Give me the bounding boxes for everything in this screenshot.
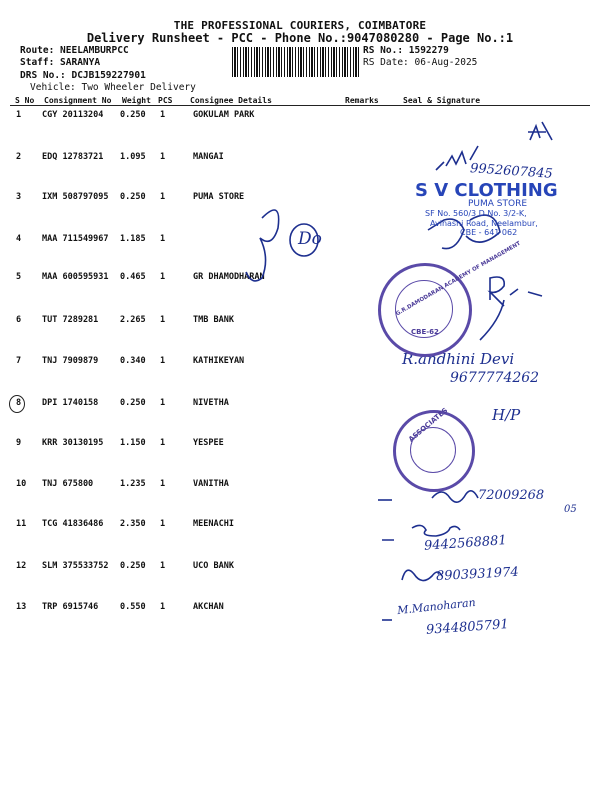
row-sno: 13 — [16, 602, 27, 612]
row-consignee: TMB BANK — [193, 315, 234, 325]
row-sno: 5 — [16, 272, 22, 282]
col-sno: S No — [15, 96, 35, 105]
row-sno: 3 — [16, 192, 22, 202]
row-pcs: 1 — [160, 192, 166, 202]
row-sno: 12 — [16, 561, 27, 571]
row-consignee: UCO BANK — [193, 561, 234, 571]
academy-stamp-text: G.R.DAMODARAN ACADEMY OF MANAGEMENT — [395, 240, 522, 318]
row12-phone: 8903931974 — [435, 564, 520, 585]
row-pcs: 1 — [160, 479, 166, 489]
signature-scribble — [432, 491, 478, 502]
row-consignee: VANITHA — [193, 479, 229, 489]
row-consignee: PUMA STORE — [193, 192, 245, 202]
col-weight: Weight — [122, 96, 151, 105]
row-sno: 6 — [16, 315, 22, 325]
row-weight: 1.095 — [120, 152, 146, 162]
row-sno: 2 — [16, 152, 22, 162]
vehicle-label: Vehicle: Two Wheeler Delivery — [30, 82, 196, 93]
runsheet-subtitle: Delivery Runsheet - PCC - Phone No.:9047080280 - Page No.:1 — [86, 31, 514, 45]
col-seal-signature: Seal & Signature — [403, 96, 481, 105]
associates-stamp-text: ASSOCIATES — [407, 406, 450, 444]
row-sno: 7 — [16, 356, 22, 366]
row-weight: 1.235 — [120, 479, 146, 489]
row-weight: 1.185 — [120, 234, 146, 244]
row-consignee: GR DHAMODHARAN — [193, 272, 265, 282]
shop-stamp-address-1: SF No. 560/3 D.No. 3/2-K, — [425, 209, 527, 218]
row-pcs: 1 — [160, 438, 166, 448]
row-pcs: 1 — [160, 602, 166, 612]
row-consignee: NIVETHA — [193, 398, 229, 408]
row-consignee: GOKULAM PARK — [193, 110, 255, 120]
col-remarks: Remarks — [345, 96, 379, 105]
row-sno: 1 — [16, 110, 22, 120]
row4-handwritten-note: Do — [298, 229, 322, 249]
staff-label: Staff: SARANYA — [20, 57, 101, 68]
shop-stamp-address-3: CBE - 641 062 — [460, 228, 518, 237]
row-sno: 11 — [16, 519, 27, 529]
row-sno: 8 — [16, 398, 22, 408]
row-consignment-no: TNJ 675800 — [42, 479, 94, 489]
col-consignee: Consignee Details — [190, 96, 272, 105]
row-consignment-no: EDQ 12783721 — [42, 152, 104, 162]
shop-stamp-subtitle: PUMA STORE — [468, 199, 528, 209]
row-pcs: 1 — [160, 356, 166, 366]
academy-stamp-city: CBE-62 — [411, 328, 439, 336]
signature-scribble — [246, 210, 279, 281]
row13-name: M.Manoharan — [396, 595, 477, 618]
row-weight: 0.550 — [120, 602, 146, 612]
row-weight: 0.250 — [120, 561, 146, 571]
row-weight: 0.250 — [120, 398, 146, 408]
row-consignee: MEENACHI — [193, 519, 234, 529]
row-pcs: 1 — [160, 234, 166, 244]
row13-phone: 9344805791 — [425, 617, 510, 638]
row-consignment-no: DPI 1740158 — [42, 398, 99, 408]
row-pcs: 1 — [160, 519, 166, 529]
row-weight: 0.340 — [120, 356, 146, 366]
row-weight: 2.350 — [120, 519, 146, 529]
row-weight: 0.250 — [120, 110, 146, 120]
row-consignee: KATHIKEYAN — [193, 356, 245, 366]
shop-stamp-address-2: Avinashi Road, Neelambur, — [430, 219, 538, 228]
row8-mark: H/P — [492, 406, 521, 424]
signature-scribble — [480, 277, 542, 340]
col-consignment: Consignment No — [44, 96, 112, 105]
row-consignment-no: TRP 6915746 — [42, 602, 99, 612]
row-consignment-no: TUT 7289281 — [42, 315, 99, 325]
row7-phone: 9677774262 — [450, 370, 540, 386]
row10-phone: 72009268 — [478, 488, 545, 503]
row-consignment-no: IXM 508797095 — [42, 192, 109, 202]
company-title: THE PROFESSIONAL COURIERS, COIMBATORE — [173, 19, 427, 32]
col-pcs: PCS — [158, 96, 173, 105]
row-consignment-no: SLM 375533752 — [42, 561, 109, 571]
row-pcs: 1 — [160, 561, 166, 571]
row-weight: 0.250 — [120, 192, 146, 202]
row-pcs: 1 — [160, 152, 166, 162]
row-pcs: 1 — [160, 398, 166, 408]
shop-stamp-title: S V CLOTHING — [415, 180, 558, 201]
row-consignment-no: CGY 20113204 — [42, 110, 104, 120]
row-consignment-no: MAA 600595931 — [42, 272, 109, 282]
route-label: Route: NEELAMBURPCC — [20, 45, 129, 56]
drs-number: DRS No.: DCJB159227901 — [20, 70, 146, 81]
row-consignee: YESPEE — [193, 438, 224, 448]
row-weight: 1.150 — [120, 438, 146, 448]
row-sno: 10 — [16, 479, 27, 489]
row-pcs: 1 — [160, 110, 166, 120]
row-consignee: MANGAI — [193, 152, 224, 162]
row11-phone: 9442568881 — [423, 533, 508, 554]
rs-number: RS No.: 1592279 — [363, 45, 449, 56]
signature-scribble — [528, 122, 552, 140]
academy-round-stamp — [378, 240, 522, 357]
row-sno: 4 — [16, 234, 22, 244]
row-consignment-no: MAA 711549967 — [42, 234, 109, 244]
row-weight: 0.465 — [120, 272, 146, 282]
rs-date: RS Date: 06-Aug-2025 — [363, 57, 478, 68]
row-consignment-no: KRR 30130195 — [42, 438, 104, 448]
row-consignee: AKCHAN — [193, 602, 224, 612]
row-pcs: 1 — [160, 315, 166, 325]
row7-signature: R.andhini Devi — [402, 350, 515, 368]
row-consignment-no: TCG 41836486 — [42, 519, 104, 529]
row-weight: 2.265 — [120, 315, 146, 325]
row-pcs: 1 — [160, 272, 166, 282]
row2-phone: 9952607845 — [469, 161, 554, 182]
row-sno: 9 — [16, 438, 22, 448]
associates-round-stamp — [393, 406, 475, 492]
row-consignment-no: TNJ 7909879 — [42, 356, 99, 366]
row10-ext: 05 — [564, 504, 577, 515]
